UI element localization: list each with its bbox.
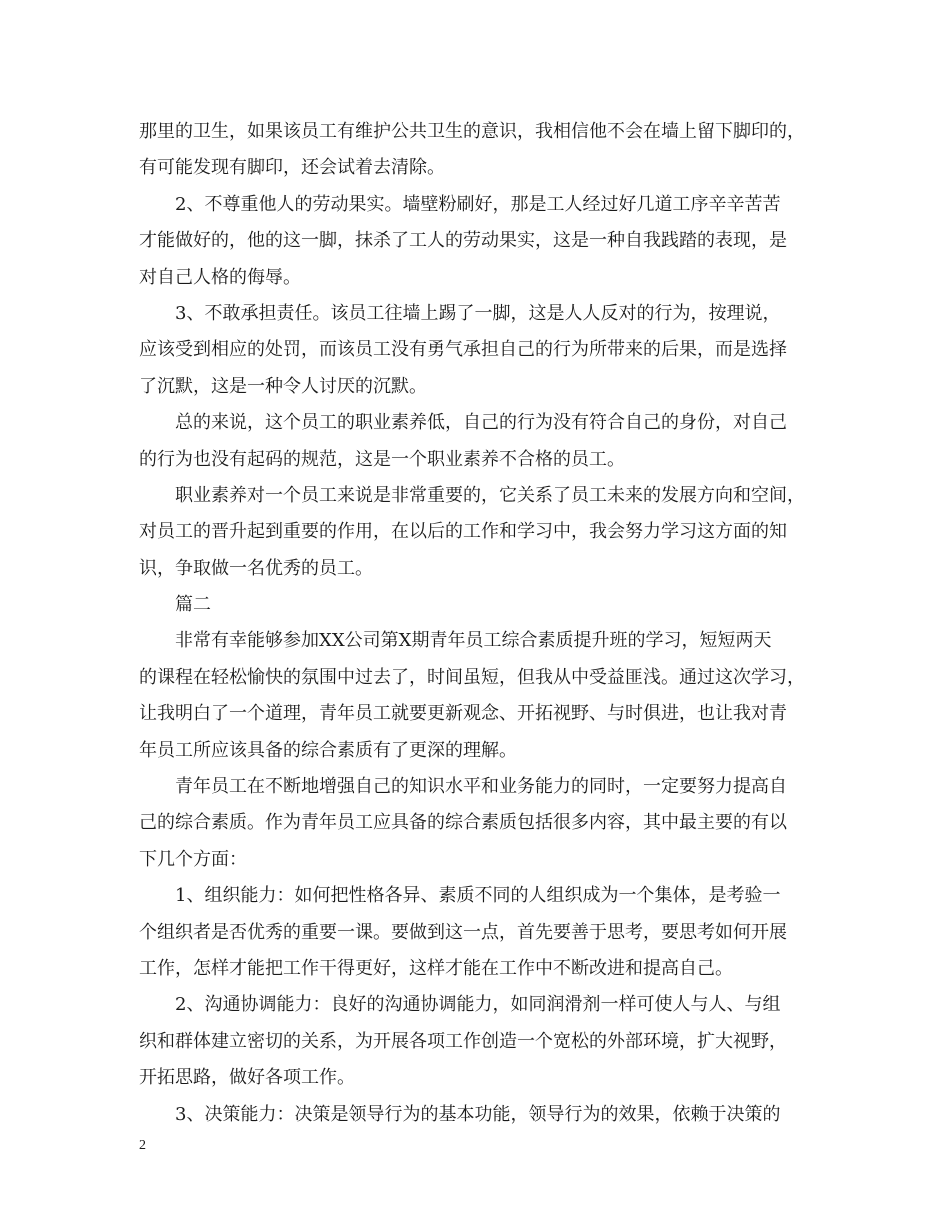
text-line: 了沉默，这是一种令人讨厌的沉默。 <box>139 375 427 397</box>
text-line: 1、组织能力：如何把性格各异、素质不同的人组织成为一个集体，是考验一 <box>175 885 781 907</box>
text-line: 个组织者是否优秀的重要一课。要做到这一点，首先要善于思考，要思考如何开展 <box>139 921 787 943</box>
text-line: 识，争取做一名优秀的员工。 <box>139 557 373 579</box>
text-line: 3、决策能力：决策是领导行为的基本功能，领导行为的效果，依赖于决策的 <box>175 1103 781 1125</box>
page-number: 2 <box>139 1138 146 1153</box>
text-line: 应该受到相应的处罚，而该员工没有勇气承担自己的行为所带来的后果，而是选择 <box>139 339 787 361</box>
text-line: 下几个方面： <box>139 848 247 870</box>
text-line: 开拓思路，做好各项工作。 <box>139 1067 355 1089</box>
text-line: 己的综合素质。作为青年员工应具备的综合素质包括很多内容，其中最主要的有以 <box>139 812 787 834</box>
text-line: 总的来说，这个员工的职业素养低，自己的行为没有符合自己的身份，对自己 <box>175 412 787 434</box>
document-body <box>139 114 829 1133</box>
text-line: 那里的卫生，如果该员工有维护公共卫生的意识，我相信他不会在墙上留下脚印的， <box>139 121 805 142</box>
text-line: 对自己人格的侮辱。 <box>139 266 301 288</box>
text-line: 2、沟通协调能力：良好的沟通协调能力，如同润滑剂一样可使人与人、与组 <box>175 994 781 1016</box>
text-line: 年员工所应该具备的综合素质有了更深的理解。 <box>139 739 517 761</box>
text-line: 2、不尊重他人的劳动果实。墙壁粉刷好，那是工人经过好几道工序辛辛苦苦 <box>175 193 781 215</box>
text-line: 织和群体建立密切的关系，为开展各项工作创造一个宽松的外部环境，扩大视野， <box>139 1030 787 1052</box>
text-line: 的课程在轻松愉快的氛围中过去了，时间虽短，但我从中受益匪浅。通过这次学习， <box>139 666 805 688</box>
text-line: 非常有幸能够参加XX公司第X期青年员工综合素质提升班的学习，短短两天 <box>175 630 772 652</box>
text-line: 职业素养对一个员工来说是非常重要的，它关系了员工未来的发展方向和空间， <box>175 484 805 506</box>
text-line: 对员工的晋升起到重要的作用，在以后的工作和学习中，我会努力学习这方面的知 <box>139 521 787 543</box>
text-line: 篇二 <box>175 594 211 616</box>
text-line: 青年员工在不断地增强自己的知识水平和业务能力的同时，一定要努力提高自 <box>175 776 787 798</box>
text-line: 让我明白了一个道理，青年员工就要更新观念、开拓视野、与时俱进，也让我对青 <box>139 703 787 725</box>
text-line: 有可能发现有脚印，还会试着去清除。 <box>139 157 445 179</box>
text-line: 3、不敢承担责任。该员工往墙上踢了一脚，这是人人反对的行为，按理说， <box>175 302 781 324</box>
text-line: 才能做好的，他的这一脚，抹杀了工人的劳动果实，这是一种自我践踏的表现，是 <box>139 230 787 252</box>
text-line: 工作，怎样才能把工作干得更好，这样才能在工作中不断改进和提高自己。 <box>139 957 733 979</box>
text-line: 的行为也没有起码的规范，这是一个职业素养不合格的员工。 <box>139 448 625 470</box>
